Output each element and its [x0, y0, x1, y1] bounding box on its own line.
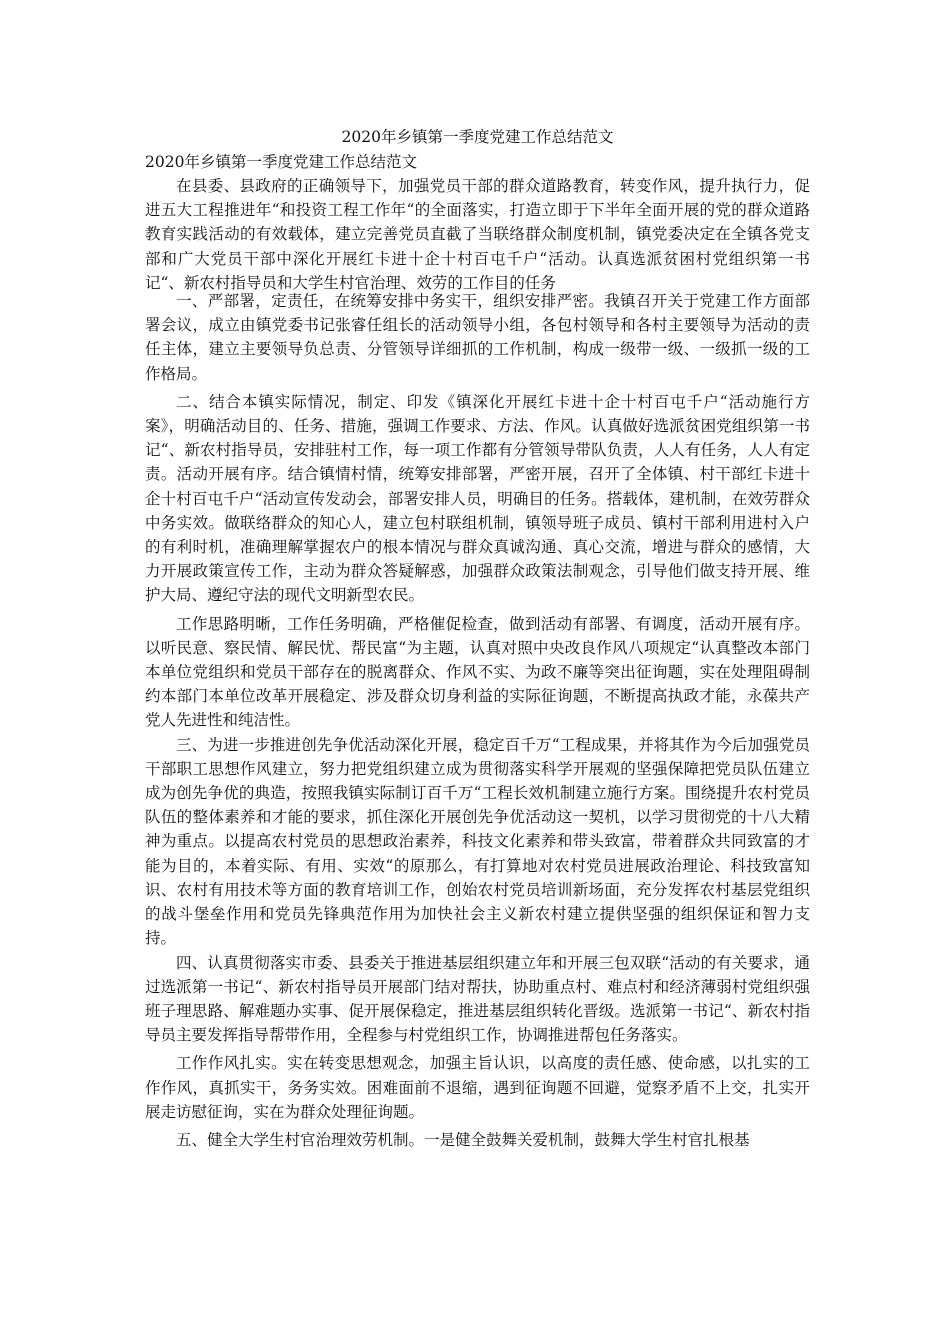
paragraph-intro: 在县委、县政府的正确领导下，加强党员干部的群众道路教育，转变作风，提升执行力，促进五大工程推进年“和投资工程工作年“的全面落实，打造立即于下半年全面开展的党的群众道路教育实践活动的有效载体，建立完善党员直截了当联络群众制度机制，镇党委决定在全镇各党支部和广大党员干部中深化开展红卡进十企十村百屯千户“活动。认真选派贫困村党组织第一书记“、新农村指导员和大学生村官治理、效劳的工作目的任务	[145, 177, 810, 292]
paragraph-section-3: 三、为进一步推进创先争优活动深化开展，稳定百千万“工程成果，并将其作为今后加强党员干部职工思想作风建立，努力把党组织建立成为贯彻落实科学开展观的坚强保障把党员队伍建立成为创先争优的典造，按照我镇实际制订百千万“工程长效机制建立施行方案。围绕提升农村党员队伍的整体素养和才能的要求，抓住深化开展创先争优活动这一契机，以学习贯彻党的十八大精神为重点。以提高农村党员的思想政治素养，科技文化素养和带头致富，带着群众共同致富的才能为目的，本着实际、有用、实效“的原那么，有打算地对农村党员进展政治理论、科技致富知识、农村有用技术等方面的教育培训工作，创始农村党员培训新场面，充分发挥农村基层党组织的战斗堡垒作用和党员先锋典范作用为加快社会主义新农村建立提供坚强的组织保证和智力支持。	[145, 735, 810, 948]
document-page	[145, 124, 810, 1152]
paragraph-work-style: 工作作风扎实。实在转变思想观念，加强主旨认识，以高度的责任感、使命感，以扎实的工作作风，真抓实干，务务实效。困难面前不退缩，遇到征询题不回避，觉察矛盾不上交，扎实开展走访慰征询，实在为群众处理征询题。	[145, 1054, 810, 1121]
paragraph-section-2: 二、结合本镇实际情况，制定、印发《镇深化开展红卡进十企十村百屯千户“活动施行方案》，明确活动目的、任务、措施，强调工作要求、方法、作风。认真做好选派贫困党组织第一书记“、新农村指导员，安排驻村工作，每一项工作都有分管领导带队负责，人人有任务，人人有定责。活动开展有序。结合镇情村情，统筹安排部署，严密开展，召开了全体镇、村干部红卡进十企十村百屯千户“活动宣传发动会，部署安排人员，明确目的任务。搭载体，建机制，在效劳群众中务实效。做联络群众的知心人，建立包村联组机制，镇领导班子成员、镇村干部利用进村入户的有利时机，准确理解掌握农户的根本情况与群众真诚沟通、真心交流，增进与群众的感情，大力开展政策宣传工作，主动为群众答疑解惑，加强群众政策法制观念，引导他们做支持开展、维护大局、遵纪守法的现代文明新型农民。	[145, 392, 810, 605]
paragraph-section-4: 四、认真贯彻落实市委、县委关于推进基层组织建立年和开展三包双联“活动的有关要求，通过选派第一书记“、新农村指导员开展部门结对帮扶，协助重点村、难点村和经济薄弱村党组织强班子理思路、解难题办实事、促开展保稳定，推进基层组织转化晋级。选派第一书记“、新农村指导员主要发挥指导帮带作用，全程参与村党组织工作，协调推进帮包任务落实。	[145, 953, 810, 1045]
paragraph-section-1: 一、严部署，定责任，在统筹安排中务实干，组织安排严密。我镇召开关于党建工作方面部署会议，成立由镇党委书记张睿任组长的活动领导小组，各包村领导和各村主要领导为活动的责任主体，建立主要领导负总责、分管领导详细抓的工作机制，构成一级带一级、一级抓一级的工作格局。	[145, 292, 810, 383]
document-subtitle: 2020年乡镇第一季度党建工作总结范文	[145, 153, 417, 171]
paragraph-work-approach: 工作思路明晰，工作任务明确，严格催促检查，做到活动有部署、有调度，活动开展有序。以听民意、察民情、解民忧、帮民富“为主题，认真对照中央改良作风八项规定“认真整改本部门本单位党组织和党员干部存在的脱离群众、作风不实、为政不廉等突出征询题，实在处理阻碍制约本部门本单位改革开展稳定、涉及群众切身利益的实际征询题，不断提高执政才能，永葆共产党人先进性和纯洁性。	[145, 614, 810, 730]
paragraph-section-5: 五、健全大学生村官治理效劳机制。一是健全鼓舞关爱机制，鼓舞大学生村官扎根基	[176, 1130, 750, 1149]
document-title: 2020年乡镇第一季度党建工作总结范文	[341, 128, 614, 146]
